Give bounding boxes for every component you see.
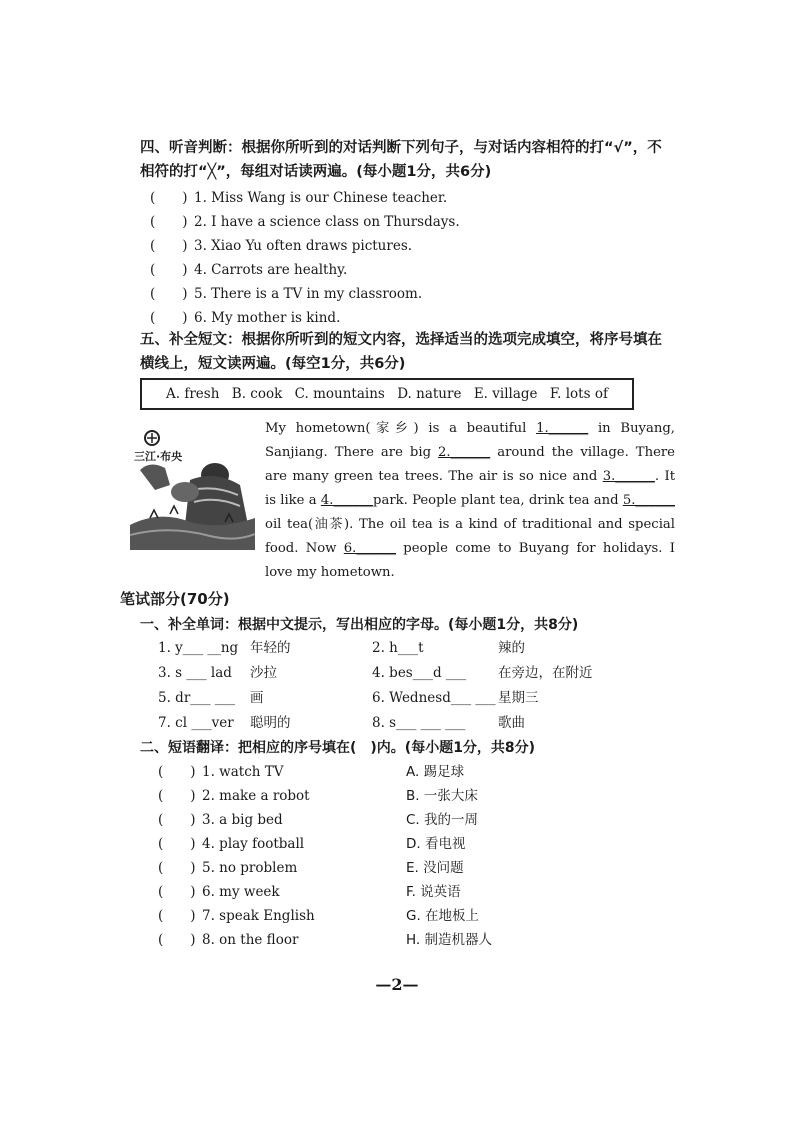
w1-item-2: 2. h___t xyxy=(372,640,424,656)
w1-item-3: 3. s ___ lad xyxy=(158,665,232,681)
section4-heading: 四、听音判断：根据你所听到的对话判断下列句子，与对话内容相符的打“√”，不相符的打“╳”，每组对话读两遍。(每小题1分，共6分) xyxy=(140,140,662,180)
w2-item-3: ( ) 3. a big bed xyxy=(158,812,283,828)
w1-item-7: 7. cl ___ver xyxy=(158,715,234,731)
w1-item-4-cn: 在旁边，在附近 xyxy=(498,665,593,681)
w2-item-5: ( ) 5. no problem xyxy=(158,860,298,876)
options-box xyxy=(140,378,634,410)
image-caption: 三江·布央 xyxy=(134,450,183,463)
w2-item-1-cn: A. 踢足球 xyxy=(406,764,465,780)
section4-item-1: ( ) 1. Miss Wang is our Chinese teacher. xyxy=(150,190,448,206)
w1-item-7-cn: 聪明的 xyxy=(250,715,291,731)
w2-item-8: ( ) 8. on the floor xyxy=(158,932,299,948)
w1-item-8-cn: 歌曲 xyxy=(498,715,525,731)
w1-item-5-cn: 画 xyxy=(250,690,264,706)
w1-item-1: 1. y___ __ng xyxy=(158,640,239,656)
w2-item-4-cn: D. 看电视 xyxy=(406,836,466,852)
option-a: A. fresh xyxy=(166,386,220,402)
w2-item-7-cn: G. 在地板上 xyxy=(406,908,480,924)
w1-heading: 一、补全单词：根据中文提示，写出相应的字母。(每小题1分，共8分) xyxy=(140,617,579,633)
option-f: F. lots of xyxy=(549,386,608,402)
w2-item-5-cn: E. 没问题 xyxy=(406,860,464,876)
w2-item-8-cn: H. 制造机器人 xyxy=(406,932,492,948)
w1-item-6: 6. Wednesd___ ___ xyxy=(372,690,496,706)
section4-item-2: ( ) 2. I have a science class on Thursdays. xyxy=(150,214,460,230)
w2-item-6: ( ) 6. my week xyxy=(158,884,280,900)
w2-item-3-cn: C. 我的一周 xyxy=(406,812,479,828)
w2-item-6-cn: F. 说英语 xyxy=(406,884,461,900)
option-b: B. cook xyxy=(231,386,283,402)
w2-item-2: ( ) 2. make a robot xyxy=(158,788,310,804)
option-c: C. mountains xyxy=(294,386,385,402)
blank-5: 5.______ xyxy=(622,493,675,508)
w2-item-4: ( ) 4. play football xyxy=(158,836,305,852)
section4-item-5: ( ) 5. There is a TV in my classroom. xyxy=(150,286,423,302)
passage: My hometown(家乡) is a beautiful 1.______ in Buyang, Sanjiang. There are big 2.______ around the village. There are many green tea trees. The air is so nice and 3.______. It is like a 4.______park. People plant tea, drink tea and 5.______ oil tea(油茶). The oil tea is a kind of traditional and special food. Now 6.______ people come to Buyang for holidays. I love my hometown. xyxy=(265,421,676,580)
w2-heading: 二、短语翻译：把相应的序号填在( )内。(每小题1分，共8分) xyxy=(140,740,536,756)
section4-item-6: ( ) 6. My mother is kind. xyxy=(150,310,341,326)
blank-6: 6.______ xyxy=(343,541,396,556)
w2-item-1: ( ) 1. watch TV xyxy=(158,764,284,780)
option-d: D. nature xyxy=(397,386,462,402)
section4-item-4: ( ) 4. Carrots are healthy. xyxy=(150,262,348,278)
w1-item-6-cn: 星期三 xyxy=(498,690,539,706)
option-e: E. village xyxy=(473,386,538,402)
blank-1: 1.______ xyxy=(536,421,589,436)
w1-item-1-cn: 年轻的 xyxy=(250,640,291,656)
w1-item-2-cn: 辣的 xyxy=(498,640,525,656)
blank-3: 3.______ xyxy=(602,469,655,484)
blank-4: 4.______ xyxy=(320,493,374,508)
page-number: —2— xyxy=(375,975,419,994)
section5-heading: 五、补全短文：根据你所听到的短文内容，选择适当的选项完成填空，将序号填在横线上，短文读两遍。(每空1分，共6分) xyxy=(140,332,662,372)
w1-item-3-cn: 沙拉 xyxy=(250,665,277,681)
w1-item-8: 8. s___ ___ ___ xyxy=(372,715,466,731)
section4-item-3: ( ) 3. Xiao Yu often draws pictures. xyxy=(150,238,413,254)
tea-picker-icon xyxy=(130,430,255,550)
tea-picker-illustration xyxy=(130,430,255,550)
w2-item-7: ( ) 7. speak English xyxy=(158,908,315,924)
blank-2: 2.______ xyxy=(438,445,491,460)
w2-item-2-cn: B. 一张大床 xyxy=(406,788,478,804)
w1-item-5: 5. dr___ ___ xyxy=(158,690,236,706)
w1-item-4: 4. bes___d ___ xyxy=(372,665,467,681)
written-part-heading: 笔试部分(70分) xyxy=(120,590,230,608)
